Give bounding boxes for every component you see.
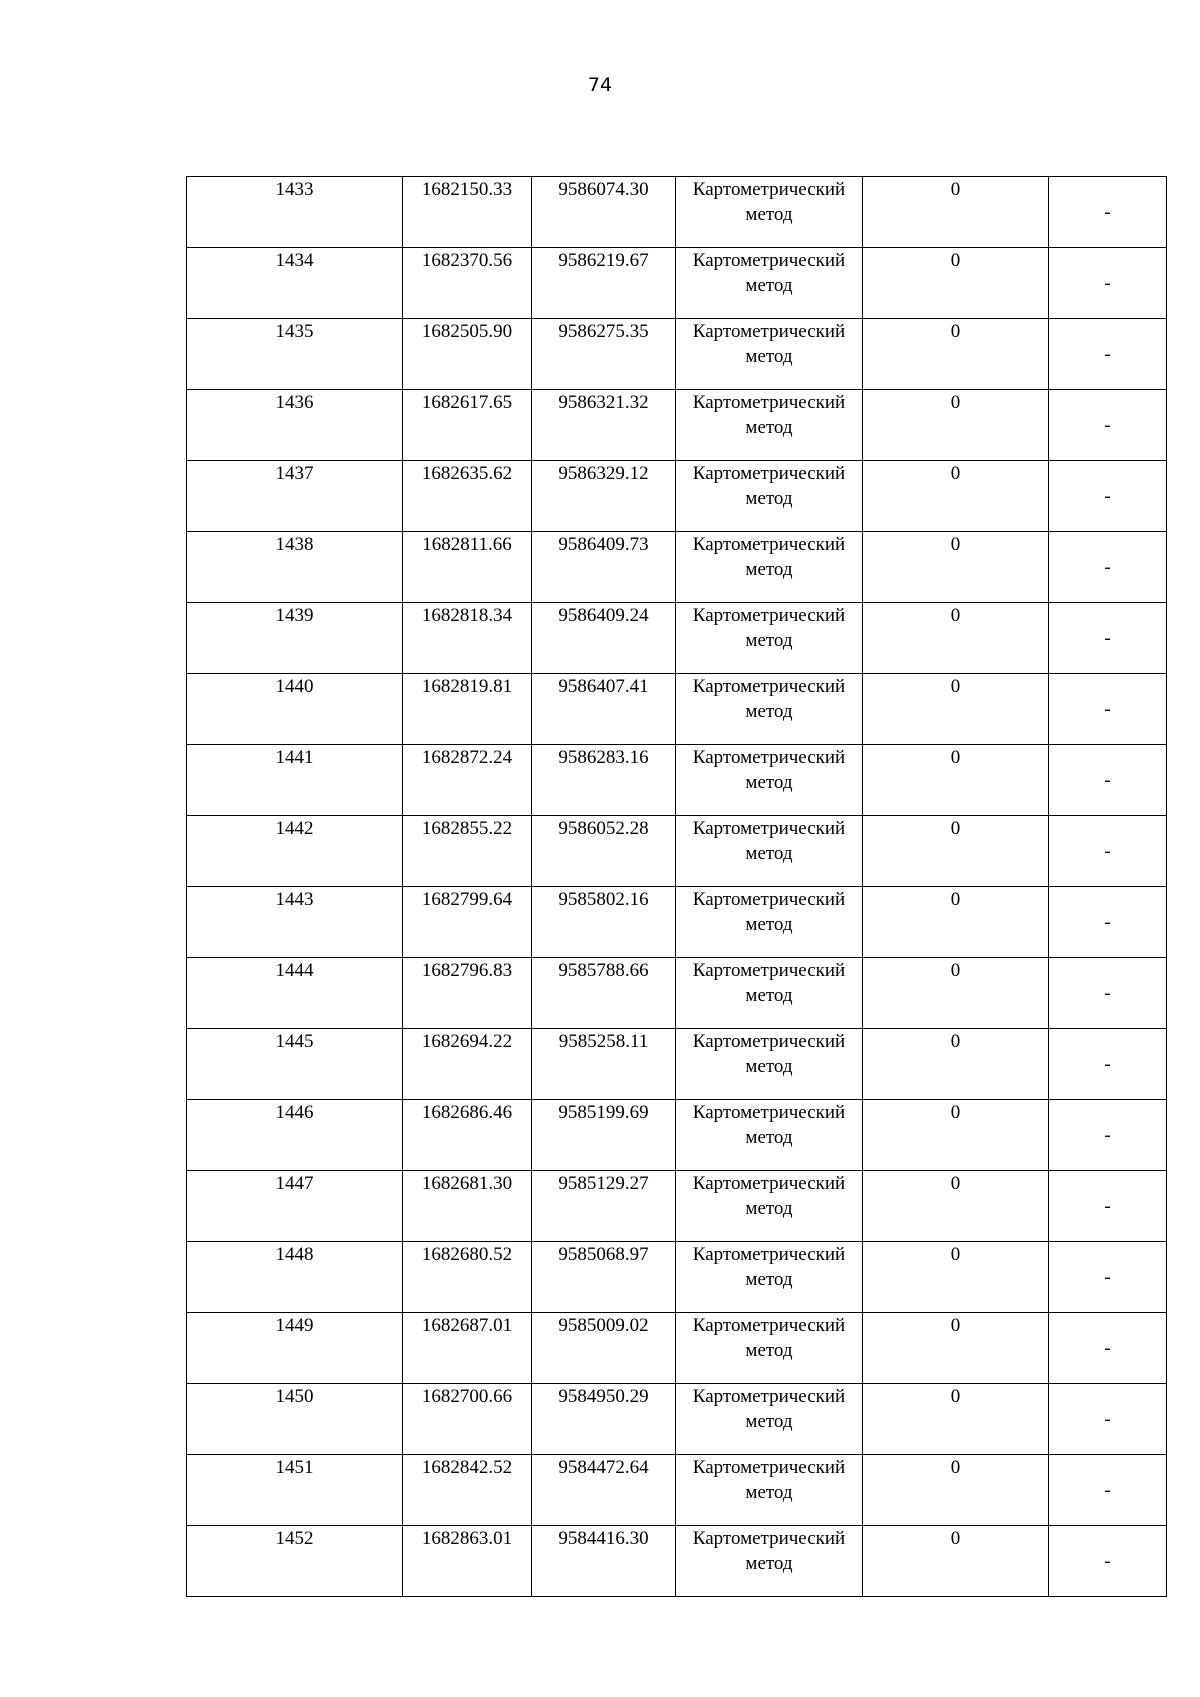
table-row	[187, 177, 1167, 248]
method-line-1: Картометрический	[692, 179, 846, 200]
error-cell: 0	[863, 1029, 1049, 1100]
page-number: 74	[587, 74, 613, 96]
method-line-2: метод	[745, 914, 793, 935]
table-row	[187, 887, 1167, 958]
method-line-2: метод	[745, 630, 793, 651]
coordinates-table-body	[187, 177, 1167, 1597]
x-coordinate-cell: 1682811.66	[403, 532, 532, 603]
method-line-1: Картометрический	[692, 1386, 846, 1407]
point-number-cell: 1435	[187, 319, 403, 390]
x-coordinate-cell: 1682694.22	[403, 1029, 532, 1100]
note-cell: -	[1049, 1455, 1167, 1526]
table-row	[187, 816, 1167, 887]
note-cell: -	[1049, 177, 1167, 248]
method-line-2: метод	[745, 843, 793, 864]
y-coordinate-cell: 9585199.69	[532, 1100, 676, 1171]
x-coordinate-cell: 1682872.24	[403, 745, 532, 816]
note-cell: -	[1049, 816, 1167, 887]
table-row	[187, 1384, 1167, 1455]
error-cell: 0	[863, 390, 1049, 461]
note-cell: -	[1049, 887, 1167, 958]
method-line-1: Картометрический	[692, 1244, 846, 1265]
method-cell	[676, 1455, 863, 1526]
method-cell	[676, 603, 863, 674]
method-line-1: Картометрический	[692, 1102, 846, 1123]
error-cell: 0	[863, 1384, 1049, 1455]
table-row	[187, 319, 1167, 390]
x-coordinate-cell: 1682799.64	[403, 887, 532, 958]
table-row	[187, 603, 1167, 674]
method-cell	[676, 319, 863, 390]
point-number-cell: 1441	[187, 745, 403, 816]
table-row	[187, 745, 1167, 816]
method-line-2: метод	[745, 204, 793, 225]
method-cell	[676, 816, 863, 887]
method-line-1: Картометрический	[692, 676, 846, 697]
error-cell: 0	[863, 1242, 1049, 1313]
x-coordinate-cell: 1682686.46	[403, 1100, 532, 1171]
note-cell: -	[1049, 248, 1167, 319]
note-cell: -	[1049, 745, 1167, 816]
note-cell: -	[1049, 1526, 1167, 1597]
point-number-cell: 1447	[187, 1171, 403, 1242]
method-line-1: Картометрический	[692, 1173, 846, 1194]
y-coordinate-cell: 9586407.41	[532, 674, 676, 745]
method-line-2: метод	[745, 1198, 793, 1219]
y-coordinate-cell: 9585258.11	[532, 1029, 676, 1100]
y-coordinate-cell: 9586321.32	[532, 390, 676, 461]
x-coordinate-cell: 1682680.52	[403, 1242, 532, 1313]
error-cell: 0	[863, 745, 1049, 816]
error-cell: 0	[863, 816, 1049, 887]
y-coordinate-cell: 9585009.02	[532, 1313, 676, 1384]
x-coordinate-cell: 1682505.90	[403, 319, 532, 390]
note-cell: -	[1049, 1029, 1167, 1100]
point-number-cell: 1446	[187, 1100, 403, 1171]
method-line-1: Картометрический	[692, 747, 846, 768]
method-cell	[676, 248, 863, 319]
point-number-cell: 1449	[187, 1313, 403, 1384]
error-cell: 0	[863, 1526, 1049, 1597]
method-line-2: метод	[745, 985, 793, 1006]
point-number-cell: 1451	[187, 1455, 403, 1526]
x-coordinate-cell: 1682687.01	[403, 1313, 532, 1384]
method-cell	[676, 177, 863, 248]
method-line-1: Картометрический	[692, 534, 846, 555]
y-coordinate-cell: 9586329.12	[532, 461, 676, 532]
point-number-cell: 1433	[187, 177, 403, 248]
method-cell	[676, 1242, 863, 1313]
x-coordinate-cell: 1682681.30	[403, 1171, 532, 1242]
table-row	[187, 248, 1167, 319]
method-cell	[676, 1384, 863, 1455]
y-coordinate-cell: 9585129.27	[532, 1171, 676, 1242]
table-row	[187, 1171, 1167, 1242]
method-line-1: Картометрический	[692, 818, 846, 839]
method-line-1: Картометрический	[692, 605, 846, 626]
table-row	[187, 1100, 1167, 1171]
x-coordinate-cell: 1682796.83	[403, 958, 532, 1029]
method-line-2: метод	[745, 488, 793, 509]
coordinates-table	[186, 176, 1167, 1597]
method-cell	[676, 1171, 863, 1242]
point-number-cell: 1436	[187, 390, 403, 461]
method-cell	[676, 745, 863, 816]
y-coordinate-cell: 9586219.67	[532, 248, 676, 319]
method-line-2: метод	[745, 1269, 793, 1290]
method-line-1: Картометрический	[692, 463, 846, 484]
y-coordinate-cell: 9585802.16	[532, 887, 676, 958]
method-line-1: Картометрический	[692, 889, 846, 910]
table-row	[187, 1526, 1167, 1597]
note-cell: -	[1049, 1313, 1167, 1384]
method-line-2: метод	[745, 701, 793, 722]
x-coordinate-cell: 1682370.56	[403, 248, 532, 319]
method-line-2: метод	[745, 1553, 793, 1574]
error-cell: 0	[863, 887, 1049, 958]
y-coordinate-cell: 9584950.29	[532, 1384, 676, 1455]
y-coordinate-cell: 9586074.30	[532, 177, 676, 248]
method-line-1: Картометрический	[692, 1031, 846, 1052]
note-cell: -	[1049, 1171, 1167, 1242]
error-cell: 0	[863, 1171, 1049, 1242]
table-row	[187, 1313, 1167, 1384]
error-cell: 0	[863, 319, 1049, 390]
y-coordinate-cell: 9585788.66	[532, 958, 676, 1029]
method-cell	[676, 390, 863, 461]
error-cell: 0	[863, 1313, 1049, 1384]
method-line-1: Картометрический	[692, 960, 846, 981]
table-row	[187, 1029, 1167, 1100]
method-line-1: Картометрический	[692, 250, 846, 271]
method-line-2: метод	[745, 772, 793, 793]
error-cell: 0	[863, 674, 1049, 745]
note-cell: -	[1049, 1384, 1167, 1455]
table-row	[187, 958, 1167, 1029]
point-number-cell: 1434	[187, 248, 403, 319]
note-cell: -	[1049, 532, 1167, 603]
method-line-1: Картометрический	[692, 1315, 846, 1336]
y-coordinate-cell: 9584416.30	[532, 1526, 676, 1597]
y-coordinate-cell: 9585068.97	[532, 1242, 676, 1313]
method-cell	[676, 1526, 863, 1597]
method-line-1: Картометрический	[692, 392, 846, 413]
table-row	[187, 532, 1167, 603]
note-cell: -	[1049, 1100, 1167, 1171]
x-coordinate-cell: 1682617.65	[403, 390, 532, 461]
x-coordinate-cell: 1682818.34	[403, 603, 532, 674]
y-coordinate-cell: 9586283.16	[532, 745, 676, 816]
x-coordinate-cell: 1682842.52	[403, 1455, 532, 1526]
error-cell: 0	[863, 248, 1049, 319]
method-line-2: метод	[745, 1127, 793, 1148]
y-coordinate-cell: 9586409.73	[532, 532, 676, 603]
point-number-cell: 1444	[187, 958, 403, 1029]
method-cell	[676, 532, 863, 603]
method-line-2: метод	[745, 346, 793, 367]
method-cell	[676, 1313, 863, 1384]
point-number-cell: 1445	[187, 1029, 403, 1100]
x-coordinate-cell: 1682855.22	[403, 816, 532, 887]
point-number-cell: 1439	[187, 603, 403, 674]
y-coordinate-cell: 9584472.64	[532, 1455, 676, 1526]
point-number-cell: 1440	[187, 674, 403, 745]
error-cell: 0	[863, 603, 1049, 674]
table-row	[187, 1242, 1167, 1313]
method-line-2: метод	[745, 1482, 793, 1503]
y-coordinate-cell: 9586052.28	[532, 816, 676, 887]
note-cell: -	[1049, 1242, 1167, 1313]
method-cell	[676, 958, 863, 1029]
method-line-2: метод	[745, 1340, 793, 1361]
note-cell: -	[1049, 674, 1167, 745]
note-cell: -	[1049, 958, 1167, 1029]
table-row	[187, 390, 1167, 461]
method-line-1: Картометрический	[692, 321, 846, 342]
method-line-2: метод	[745, 275, 793, 296]
method-line-2: метод	[745, 559, 793, 580]
x-coordinate-cell: 1682819.81	[403, 674, 532, 745]
x-coordinate-cell: 1682150.33	[403, 177, 532, 248]
note-cell: -	[1049, 319, 1167, 390]
error-cell: 0	[863, 958, 1049, 1029]
method-cell	[676, 887, 863, 958]
error-cell: 0	[863, 1100, 1049, 1171]
table-row	[187, 1455, 1167, 1526]
error-cell: 0	[863, 532, 1049, 603]
note-cell: -	[1049, 461, 1167, 532]
y-coordinate-cell: 9586409.24	[532, 603, 676, 674]
x-coordinate-cell: 1682700.66	[403, 1384, 532, 1455]
table-row	[187, 461, 1167, 532]
method-cell	[676, 461, 863, 532]
point-number-cell: 1448	[187, 1242, 403, 1313]
point-number-cell: 1450	[187, 1384, 403, 1455]
method-line-1: Картометрический	[692, 1457, 846, 1478]
note-cell: -	[1049, 390, 1167, 461]
error-cell: 0	[863, 177, 1049, 248]
note-cell: -	[1049, 603, 1167, 674]
point-number-cell: 1452	[187, 1526, 403, 1597]
x-coordinate-cell: 1682635.62	[403, 461, 532, 532]
table-row	[187, 674, 1167, 745]
method-cell	[676, 1029, 863, 1100]
point-number-cell: 1438	[187, 532, 403, 603]
method-line-2: метод	[745, 1411, 793, 1432]
x-coordinate-cell: 1682863.01	[403, 1526, 532, 1597]
method-line-1: Картометрический	[692, 1528, 846, 1549]
point-number-cell: 1437	[187, 461, 403, 532]
y-coordinate-cell: 9586275.35	[532, 319, 676, 390]
method-cell	[676, 674, 863, 745]
error-cell: 0	[863, 1455, 1049, 1526]
point-number-cell: 1443	[187, 887, 403, 958]
error-cell: 0	[863, 461, 1049, 532]
method-cell	[676, 1100, 863, 1171]
method-line-2: метод	[745, 1056, 793, 1077]
method-line-2: метод	[745, 417, 793, 438]
point-number-cell: 1442	[187, 816, 403, 887]
